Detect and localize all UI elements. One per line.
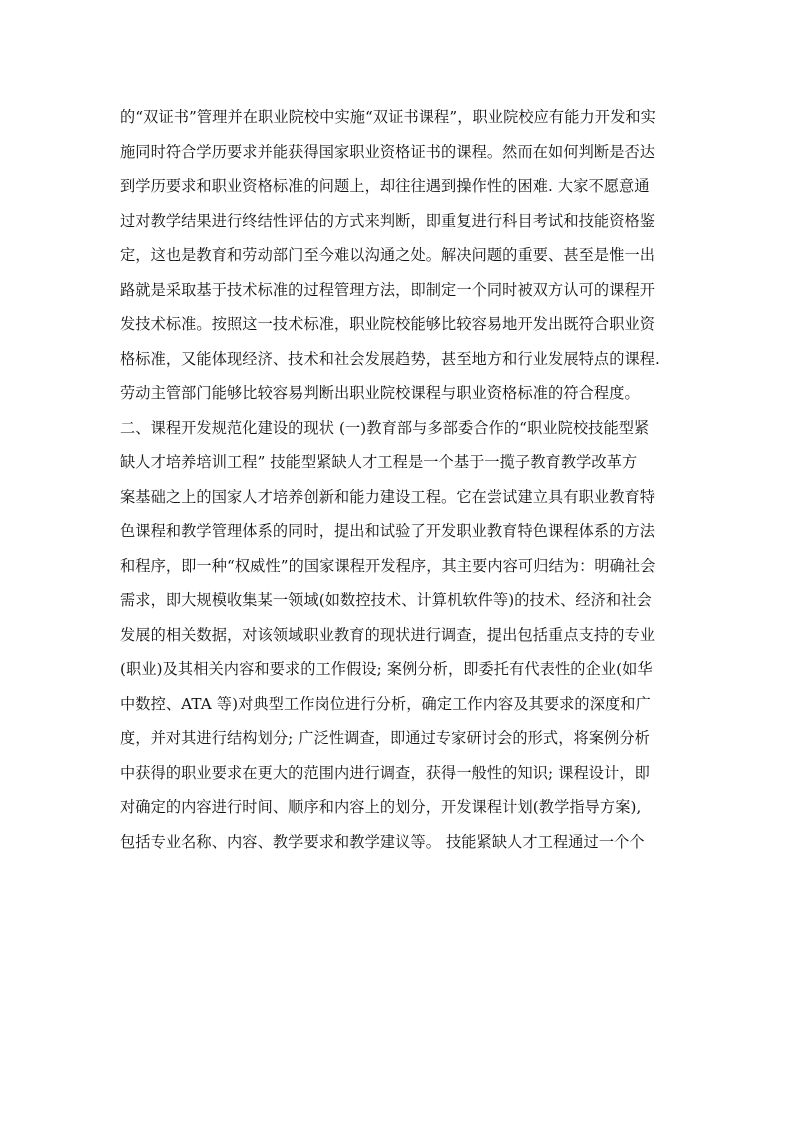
text-line: 度，并对其进行结构划分; 广泛性调查，即通过专家研讨会的形式，将案例分析 xyxy=(120,729,650,747)
text-line: 格标准，又能体现经济、技术和社会发展趋势，甚至地方和行业发展特点的课程. xyxy=(120,349,660,368)
text-line: 劳动主管部门能够比较容易判断出职业院校课程与职业资格标准的符合程度。 xyxy=(120,384,640,402)
text-line: (职业)及其相关内容和要求的工作假设; 案例分析，即委托有代表性的企业(如华 xyxy=(120,660,653,678)
text-line: 的“双证书”管理并在职业院校中实施“双证书课程”，职业院校应有能力开发和实 xyxy=(120,108,656,126)
text-line: 发技术标准。按照这一技术标准，职业院校能够比较容易地开发出既符合职业资 xyxy=(120,315,656,333)
text-line: 发展的相关数据，对该领域职业教育的现状进行调查，提出包括重点支持的专业 xyxy=(120,625,656,644)
text-line: 缺人才培养培训工程” 技能型紧缺人才工程是一个基于一揽子教育教学改革方 xyxy=(120,453,638,471)
text-line: 需求，即大规模收集某一领域(如数控技术、计算机软件等)的技术、经济和社会 xyxy=(120,591,652,609)
section-heading-line: 二、课程开发规范化建设的现状 (一)教育部与多部委合作的“职业院校技能型紧 xyxy=(120,418,650,437)
text-line: 中数控、ATA 等)对典型工作岗位进行分析，确定工作内容及其要求的深度和广 xyxy=(120,694,651,713)
text-line: 定，这也是教育和劳动部门至今难以沟通之处。解决问题的重要、甚至是惟一出 xyxy=(120,246,656,264)
text-line: 和程序，即一种“权威性”的国家课程开发程序，其主要内容可归结为：明确社会 xyxy=(120,556,656,575)
body-text xyxy=(120,100,680,859)
text-line: 包括专业名称、内容、教学要求和教学建议等。 技能紧缺人才工程通过一个个 xyxy=(120,832,645,851)
text-line: 施同时符合学历要求并能获得国家职业资格证书的课程。然而在如何判断是否达 xyxy=(120,142,656,161)
text-line: 案基础之上的国家人才培养创新和能力建设工程。它在尝试建立具有职业教育特 xyxy=(120,487,656,506)
text-line: 对确定的内容进行时间、顺序和内容上的划分，开发课程计划(教学指导方案), xyxy=(120,798,642,816)
text-line: 色课程和教学管理体系的同时，提出和试验了开发职业教育特色课程体系的方法 xyxy=(120,522,656,540)
text-line: 中获得的职业要求在更大的范围内进行调查，获得一般性的知识; 课程设计，即 xyxy=(120,763,650,782)
text-line: 到学历要求和职业资格标准的问题上，却往往遇到操作性的困难. 大家不愿意通 xyxy=(120,177,650,195)
text-line: 过对教学结果进行终结性评估的方式来判断，即重复进行科目考试和技能资格鉴 xyxy=(120,211,656,230)
text-line: 路就是采取基于技术标准的过程管理方法，即制定一个同时被双方认可的课程开 xyxy=(120,280,656,299)
